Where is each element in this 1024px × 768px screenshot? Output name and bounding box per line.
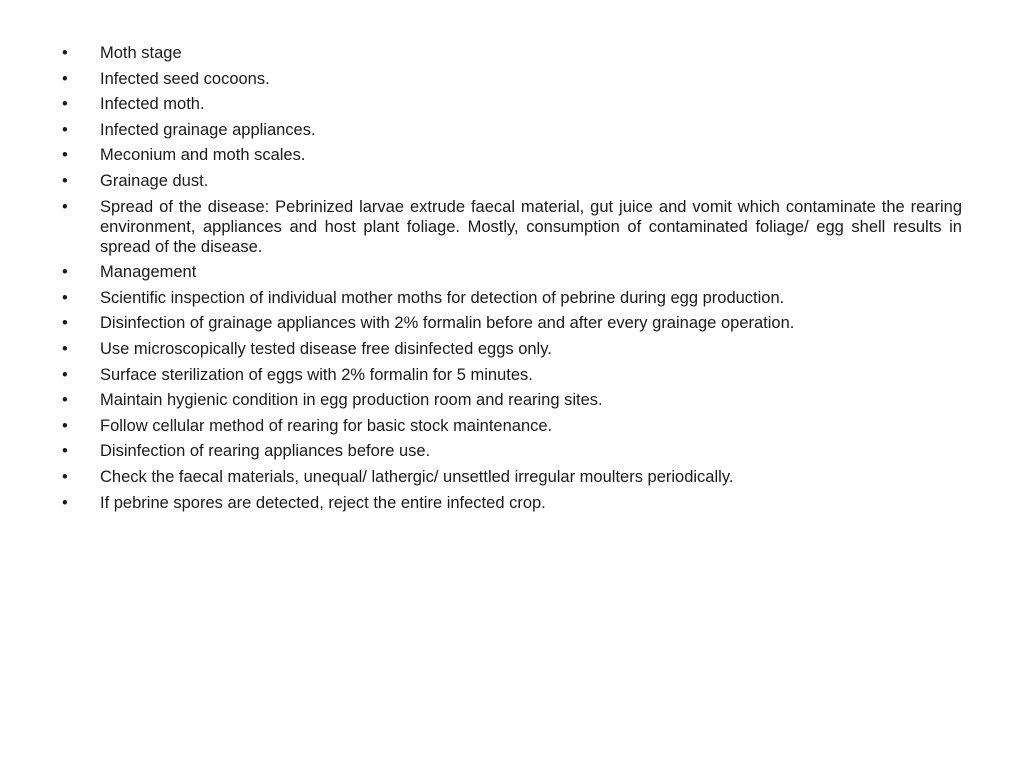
list-item — [62, 94, 962, 114]
bullet-list — [62, 43, 962, 518]
bullet-icon: • — [62, 314, 68, 333]
list-item — [62, 467, 962, 487]
list-item-text: Scientific inspection of individual mother moths for detection of pebrine during egg production. — [100, 288, 785, 307]
list-item — [62, 288, 962, 308]
list-item-text: Surface sterilization of eggs with 2% formalin for 5 minutes. — [100, 365, 533, 384]
list-item — [62, 262, 962, 282]
bullet-icon: • — [62, 442, 68, 461]
list-item-text: Use microscopically tested disease free disinfected eggs only. — [100, 339, 552, 358]
list-item — [62, 313, 962, 333]
list-item-text: If pebrine spores are detected, reject the entire infected crop. — [100, 493, 546, 512]
bullet-icon: • — [62, 146, 68, 165]
list-item-text: Infected moth. — [100, 95, 205, 114]
list-item — [62, 43, 962, 63]
list-item-text: Disinfection of rearing appliances before use. — [100, 442, 431, 461]
bullet-icon: • — [62, 467, 68, 486]
list-item-text: Check the faecal materials, unequal/ lathergic/ unsettled irregular moulters periodically. — [100, 467, 734, 486]
bullet-icon: • — [62, 263, 68, 282]
list-item-text: Disinfection of grainage appliances with 2% formalin before and after every grainage operation. — [100, 314, 795, 333]
list-item — [62, 390, 962, 410]
list-item — [62, 69, 962, 89]
list-item — [62, 339, 962, 359]
bullet-icon: • — [62, 171, 68, 190]
list-item-text: Maintain hygienic condition in egg production room and rearing sites. — [100, 391, 603, 410]
list-item-text: Meconium and moth scales. — [100, 146, 306, 165]
bullet-icon: • — [62, 120, 68, 139]
bullet-icon: • — [62, 391, 68, 410]
list-item — [62, 416, 962, 436]
list-item-text: Grainage dust. — [100, 171, 209, 190]
list-item-text: Infected seed cocoons. — [100, 69, 270, 88]
list-item — [62, 171, 962, 191]
list-item-text: Follow cellular method of rearing for basic stock maintenance. — [100, 416, 553, 435]
list-item — [62, 145, 962, 165]
list-item-text: Infected grainage appliances. — [100, 120, 316, 139]
bullet-icon: • — [62, 365, 68, 384]
bullet-icon: • — [62, 197, 68, 216]
list-item — [62, 493, 962, 513]
bullet-icon: • — [62, 44, 68, 62]
bullet-icon: • — [62, 416, 68, 435]
list-item-text: Management — [100, 263, 197, 282]
bullet-icon: • — [62, 339, 68, 358]
list-item — [62, 197, 962, 257]
bullet-icon: • — [62, 95, 68, 114]
list-item — [62, 365, 962, 385]
list-item-text: Moth stage — [100, 44, 182, 62]
list-item — [62, 120, 962, 140]
list-item-text: Spread of the disease: Pebrinized larvae extrude faecal material, gut juice and vomit which contaminate the rearing environment, appliances and host plant foliage. Mostly, consumption of contaminated foliage/ egg shell results in spread of the disease. — [100, 197, 962, 256]
bullet-icon: • — [62, 288, 68, 307]
bullet-icon: • — [62, 493, 68, 512]
bullet-icon: • — [62, 69, 68, 88]
list-item — [62, 441, 962, 461]
